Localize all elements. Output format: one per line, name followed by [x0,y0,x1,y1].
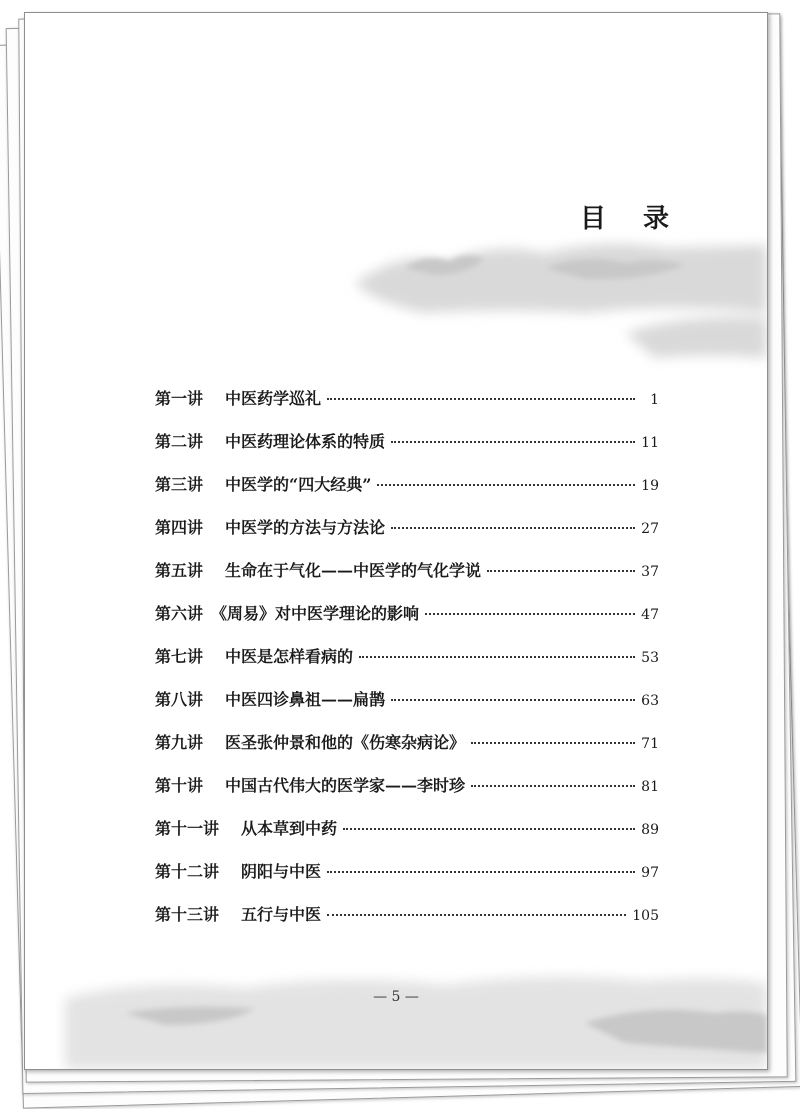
lecture-number: 第四讲 [155,518,204,537]
toc-entry[interactable] [155,687,659,730]
page-number: — 5 — [373,989,419,1005]
toc-page [24,12,768,1070]
page-ref: 63 [641,693,659,709]
dot-leader [359,656,635,658]
dot-leader [327,914,626,916]
dot-leader [425,613,635,615]
toc-list [155,386,659,945]
page-ref: 11 [641,435,659,451]
lecture-number: 第三讲 [155,475,204,494]
lecture-title: 五行与中医 [241,905,322,924]
toc-entry[interactable] [155,601,659,644]
page-ref: 53 [641,650,659,666]
lecture-title: 中医药理论体系的特质 [225,432,386,451]
dot-leader [487,570,635,572]
lecture-title: 中医药学巡礼 [225,389,322,408]
lecture-title: 中医四诊鼻祖——扁鹊 [225,690,386,709]
lecture-number: 第十二讲 [155,862,220,881]
page-ref: 81 [641,779,659,795]
lecture-title: 中国古代伟大的医学家——李时珍 [225,776,466,795]
page-ref: 1 [650,392,659,408]
lecture-number: 第十一讲 [155,819,220,838]
toc-entry[interactable] [155,902,659,945]
page-ref: 47 [641,607,659,623]
lecture-number: 第十三讲 [155,905,220,924]
dot-leader [471,742,635,744]
lecture-title: 中医是怎样看病的 [225,647,354,666]
lecture-number: 第二讲 [155,432,204,451]
toc-title: 目 录 [580,204,684,234]
dot-leader [343,828,635,830]
lecture-number: 第九讲 [155,733,204,752]
dot-leader [471,785,635,787]
toc-entry[interactable] [155,429,659,472]
lecture-number: 第五讲 [155,561,204,580]
lecture-title: 阴阳与中医 [241,862,322,881]
dot-leader [391,441,635,443]
toc-entry[interactable] [155,816,659,859]
toc-entry[interactable] [155,730,659,773]
lecture-title: 中医学的“四大经典” [225,475,372,494]
lecture-number: 第一讲 [155,389,204,408]
lecture-number: 第十讲 [155,776,204,795]
toc-entry[interactable] [155,859,659,902]
lecture-title: 医圣张仲景和他的《伤寒杂病论》 [225,733,466,752]
dot-leader [391,699,635,701]
toc-entry[interactable] [155,558,659,601]
toc-entry[interactable] [155,472,659,515]
toc-entry[interactable] [155,386,659,429]
page-ref: 89 [641,822,659,838]
page-ref: 97 [641,865,659,881]
lecture-number: 第八讲 [155,690,204,709]
lecture-title: 从本草到中药 [241,819,338,838]
lecture-title: 生命在于气化——中医学的气化学说 [225,561,482,580]
lecture-number: 第七讲 [155,647,204,666]
dot-leader [327,398,635,400]
lecture-title: 中医学的方法与方法论 [225,518,386,537]
page-ref: 105 [632,908,659,924]
toc-entry[interactable] [155,515,659,558]
dot-leader [377,484,635,486]
toc-entry[interactable] [155,644,659,687]
toc-entry[interactable] [155,773,659,816]
lecture-title: 《周易》对中医学理论的影响 [211,604,420,623]
page-ref: 71 [641,736,659,752]
page-ref: 19 [641,478,659,494]
lecture-number: 第六讲 [155,604,204,623]
page-ref: 27 [641,521,659,537]
dot-leader [391,527,635,529]
page-ref: 37 [641,564,659,580]
dot-leader [327,871,635,873]
